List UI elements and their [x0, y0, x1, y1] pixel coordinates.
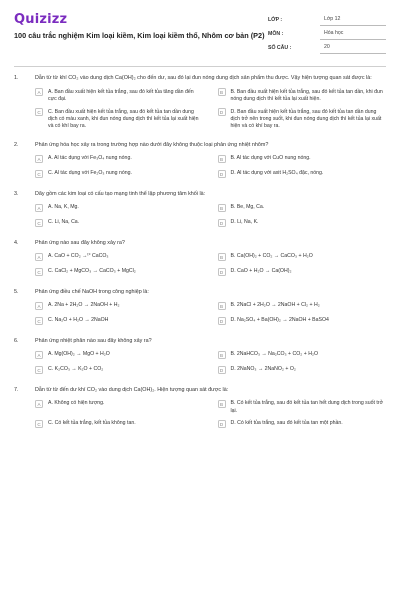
- answer-options: [35, 351, 386, 376]
- option-letter-box[interactable]: C: [35, 170, 43, 178]
- option-text: B. Al tác dụng với CuO nung nóng.: [230, 155, 311, 162]
- option-letter-box[interactable]: D: [218, 317, 226, 325]
- answer-option[interactable]: [218, 170, 387, 180]
- answer-option[interactable]: [218, 400, 387, 415]
- option-letter-box[interactable]: C: [35, 317, 43, 325]
- answer-option[interactable]: [218, 253, 387, 263]
- option-text: B. Có kết tủa trắng, sau đó kết tủa tan hết dung dịch trong suốt trở lại.: [230, 400, 383, 414]
- answer-options: [35, 204, 386, 229]
- question-header: [14, 141, 386, 149]
- question-header: [14, 386, 386, 394]
- option-letter-box[interactable]: B: [218, 204, 226, 212]
- answer-option[interactable]: [218, 155, 387, 165]
- option-text: C. Na₂O + H₂O → 2NaOH: [48, 317, 109, 324]
- option-letter-box[interactable]: D: [218, 108, 226, 116]
- option-text: D. Có kết tủa trắng, sau đó kết tủa tan một phần.: [230, 420, 343, 427]
- answer-option[interactable]: [35, 420, 204, 430]
- option-letter-box[interactable]: B: [218, 400, 226, 408]
- option-text: B. Be, Mg, Ca.: [230, 204, 265, 211]
- option-text: C. CaCl₂ + MgCO₃ → CaCO₃ + MgCl₂: [48, 268, 136, 275]
- option-text: A. Al tác dụng với Fe₃O₄ nung nóng.: [48, 155, 132, 162]
- answer-option[interactable]: [218, 366, 387, 376]
- meta-row-subject: [268, 27, 386, 41]
- option-letter-box[interactable]: A: [35, 155, 43, 163]
- question-number: 1.: [14, 75, 19, 81]
- answer-option[interactable]: [218, 108, 387, 130]
- question-text: Dẫn từ từ đến dư khí CO₂ vào dung dịch Ca(OH)₂. Hiện tượng quan sát được là:: [35, 386, 229, 393]
- quizizz-logo: Quizizz: [14, 12, 68, 27]
- option-text: D. Na₂SO₄ + Ba(OH)₂ → 2NaOH + BaSO4: [230, 317, 329, 324]
- option-letter-box[interactable]: C: [35, 108, 43, 116]
- question-header: [14, 239, 386, 247]
- question-item: [14, 337, 386, 376]
- answer-options: [35, 155, 386, 180]
- question-item: [14, 74, 386, 131]
- question-number: 5.: [14, 288, 19, 295]
- question-number: 2.: [14, 141, 19, 148]
- question-number: 4.: [14, 239, 19, 246]
- answer-option[interactable]: [35, 351, 204, 361]
- option-text: B. Ban đầu xuất hiện kết tủa trắng, sau đó kết tủa tan dần, khi đun nóng dung dịch thì kết tủa lại xuất hiện.: [230, 88, 383, 102]
- answer-option[interactable]: [35, 253, 204, 263]
- option-letter-box[interactable]: D: [218, 268, 226, 276]
- option-letter-box[interactable]: B: [218, 302, 226, 310]
- question-text: Dẫn từ từ khí CO₂ vào dung dịch Ca(OH)₂ cho đến dư, sau đó lại đun nóng dung dịch sản phẩm thu được. Vậy hiện tượng quan sát được là:: [35, 75, 372, 81]
- answer-option[interactable]: [35, 366, 204, 376]
- option-text: C. Ban đầu xuất hiện kết tủa trắng, sau đó kết tủa tan dần dung dịch có màu xanh, khi đun nóng dung dịch thì kết tủa lại xuất hiện và có khí bay ra.: [48, 108, 199, 130]
- meta-value: Hóa học: [320, 29, 386, 40]
- option-text: B. Ca(OH)₂ + CO₂ → CaCO₃ + H₂O: [230, 253, 313, 260]
- option-letter-box[interactable]: B: [218, 155, 226, 163]
- question-number: 6.: [14, 337, 19, 344]
- option-letter-box[interactable]: D: [218, 420, 226, 428]
- answer-option[interactable]: [35, 88, 204, 103]
- answer-option[interactable]: [35, 268, 204, 278]
- question-item: [14, 141, 386, 180]
- answer-options: [35, 400, 386, 430]
- question-number: 7.: [14, 386, 19, 393]
- option-text: C. Al tác dụng với Fe₂O₃ nung nóng.: [48, 170, 132, 177]
- meta-row-count: [268, 41, 386, 55]
- option-text: B. 2NaCl + 2H₂O → 2NaOH + Cl₂ + H₂: [230, 302, 320, 309]
- option-letter-box[interactable]: D: [218, 170, 226, 178]
- option-letter-box[interactable]: C: [35, 366, 43, 374]
- option-text: A. CaO + CO₂ →ᵗ° CaCO₃: [48, 253, 109, 260]
- option-letter-box[interactable]: B: [218, 253, 226, 261]
- option-letter-box[interactable]: A: [35, 400, 43, 408]
- option-letter-box[interactable]: D: [218, 366, 226, 374]
- option-letter-box[interactable]: A: [35, 351, 43, 359]
- answer-option[interactable]: [218, 420, 387, 430]
- meta-row-class: [268, 13, 386, 27]
- option-text: D. Li, Na, K.: [230, 219, 259, 226]
- option-letter-box[interactable]: A: [35, 204, 43, 212]
- option-text: C. Li, Na, Ca.: [48, 219, 80, 226]
- meta-value: Lớp 12: [320, 15, 386, 26]
- question-text: Phản ứng hóa học xảy ra trong trường hợp nào dưới đây không thuộc loại phản ứng nhiệt nhôm?: [35, 141, 269, 148]
- question-item: [14, 239, 386, 278]
- option-text: A. Na, K, Mg.: [48, 204, 79, 211]
- answer-options: [35, 302, 386, 327]
- option-text: D. Ban đầu xuất hiện kết tủa trắng, sau đó kết tủa tan dần dung dịch trở nên trong suốt, khi đun nóng dung dịch thì kết tủa lại xuất hiện và có khí bay ra.: [230, 108, 382, 130]
- worksheet-meta: [268, 13, 386, 55]
- answer-option[interactable]: [35, 170, 204, 180]
- answer-option[interactable]: [35, 219, 204, 229]
- option-text: D. 2NaNO₃ → 2NaNO₂ + O₂: [230, 366, 296, 373]
- question-text: Phản ứng điều chế NaOH trong công nghiệp là:: [35, 288, 149, 295]
- question-number: 3.: [14, 190, 19, 197]
- question-text: Dãy gồm các kim loại có cấu tạo mạng tinh thể lập phương tâm khối là:: [35, 190, 206, 197]
- worksheet-title: 100 câu trắc nghiệm Kim loại kiềm, Kim loại kiềm thổ, Nhôm cơ bản (P2): [14, 31, 265, 40]
- option-text: A. Không có hiện tượng.: [48, 400, 105, 407]
- question-text: Phản ứng nhiệt phân nào sau đây không xảy ra?: [35, 337, 152, 344]
- option-text: D. Al tác dụng với axit H₂SO₄ đặc, nóng.: [230, 170, 324, 177]
- answer-options: [35, 253, 386, 278]
- option-letter-box[interactable]: A: [35, 253, 43, 261]
- option-letter-box[interactable]: C: [35, 219, 43, 227]
- answer-option[interactable]: [35, 302, 204, 312]
- option-letter-box[interactable]: B: [218, 351, 226, 359]
- answer-option[interactable]: [218, 351, 387, 361]
- question-item: [14, 288, 386, 327]
- option-letter-box[interactable]: A: [35, 302, 43, 310]
- option-text: A. Ban đầu xuất hiện kết tủa trắng, sau đó kết tủa tăng dần đến cực đại.: [48, 88, 194, 102]
- question-header: [14, 337, 386, 345]
- meta-label: MÔN :: [268, 31, 284, 37]
- meta-label: SỐ CÂU :: [268, 45, 292, 51]
- option-letter-box[interactable]: C: [35, 420, 43, 428]
- meta-label: LỚP :: [268, 17, 283, 23]
- question-header: [14, 74, 386, 82]
- answer-option[interactable]: [218, 88, 387, 103]
- answer-options: [35, 88, 386, 131]
- answer-option[interactable]: [35, 317, 204, 327]
- question-list: [14, 74, 386, 440]
- answer-option[interactable]: [218, 268, 387, 278]
- option-text: B. 2NaHCO₃ → Na₂CO₃ + CO₂ + H₂O: [230, 351, 319, 358]
- answer-option[interactable]: [218, 317, 387, 327]
- question-text: Phản ứng nào sau đây không xảy ra?: [35, 239, 125, 246]
- answer-option[interactable]: [35, 108, 204, 130]
- answer-option[interactable]: [35, 400, 204, 415]
- answer-option[interactable]: [35, 155, 204, 165]
- question-header: [14, 190, 386, 198]
- option-letter-box[interactable]: C: [35, 268, 43, 276]
- answer-option[interactable]: [35, 204, 204, 214]
- question-header: [14, 288, 386, 296]
- question-item: [14, 190, 386, 229]
- option-text: D. CaO + H₂O → Ca(OH)₂: [230, 268, 292, 275]
- option-text: A. Mg(OH)₂ → MgO + H₂O: [48, 351, 110, 358]
- answer-option[interactable]: [218, 219, 387, 229]
- question-item: [14, 386, 386, 430]
- answer-option[interactable]: [218, 302, 387, 312]
- option-letter-box[interactable]: A: [35, 88, 43, 96]
- option-text: C. Có kết tủa trắng, kết tủa không tan.: [48, 420, 136, 427]
- header-divider: [14, 66, 386, 67]
- option-letter-box[interactable]: B: [218, 88, 226, 96]
- option-text: C. K₂CO₃ → K₂O + CO₂: [48, 366, 104, 373]
- answer-option[interactable]: [218, 204, 387, 214]
- option-letter-box[interactable]: D: [218, 219, 226, 227]
- option-text: A. 2Na + 2H₂O → 2NaOH + H₂: [48, 302, 120, 309]
- meta-value: 20: [320, 43, 386, 54]
